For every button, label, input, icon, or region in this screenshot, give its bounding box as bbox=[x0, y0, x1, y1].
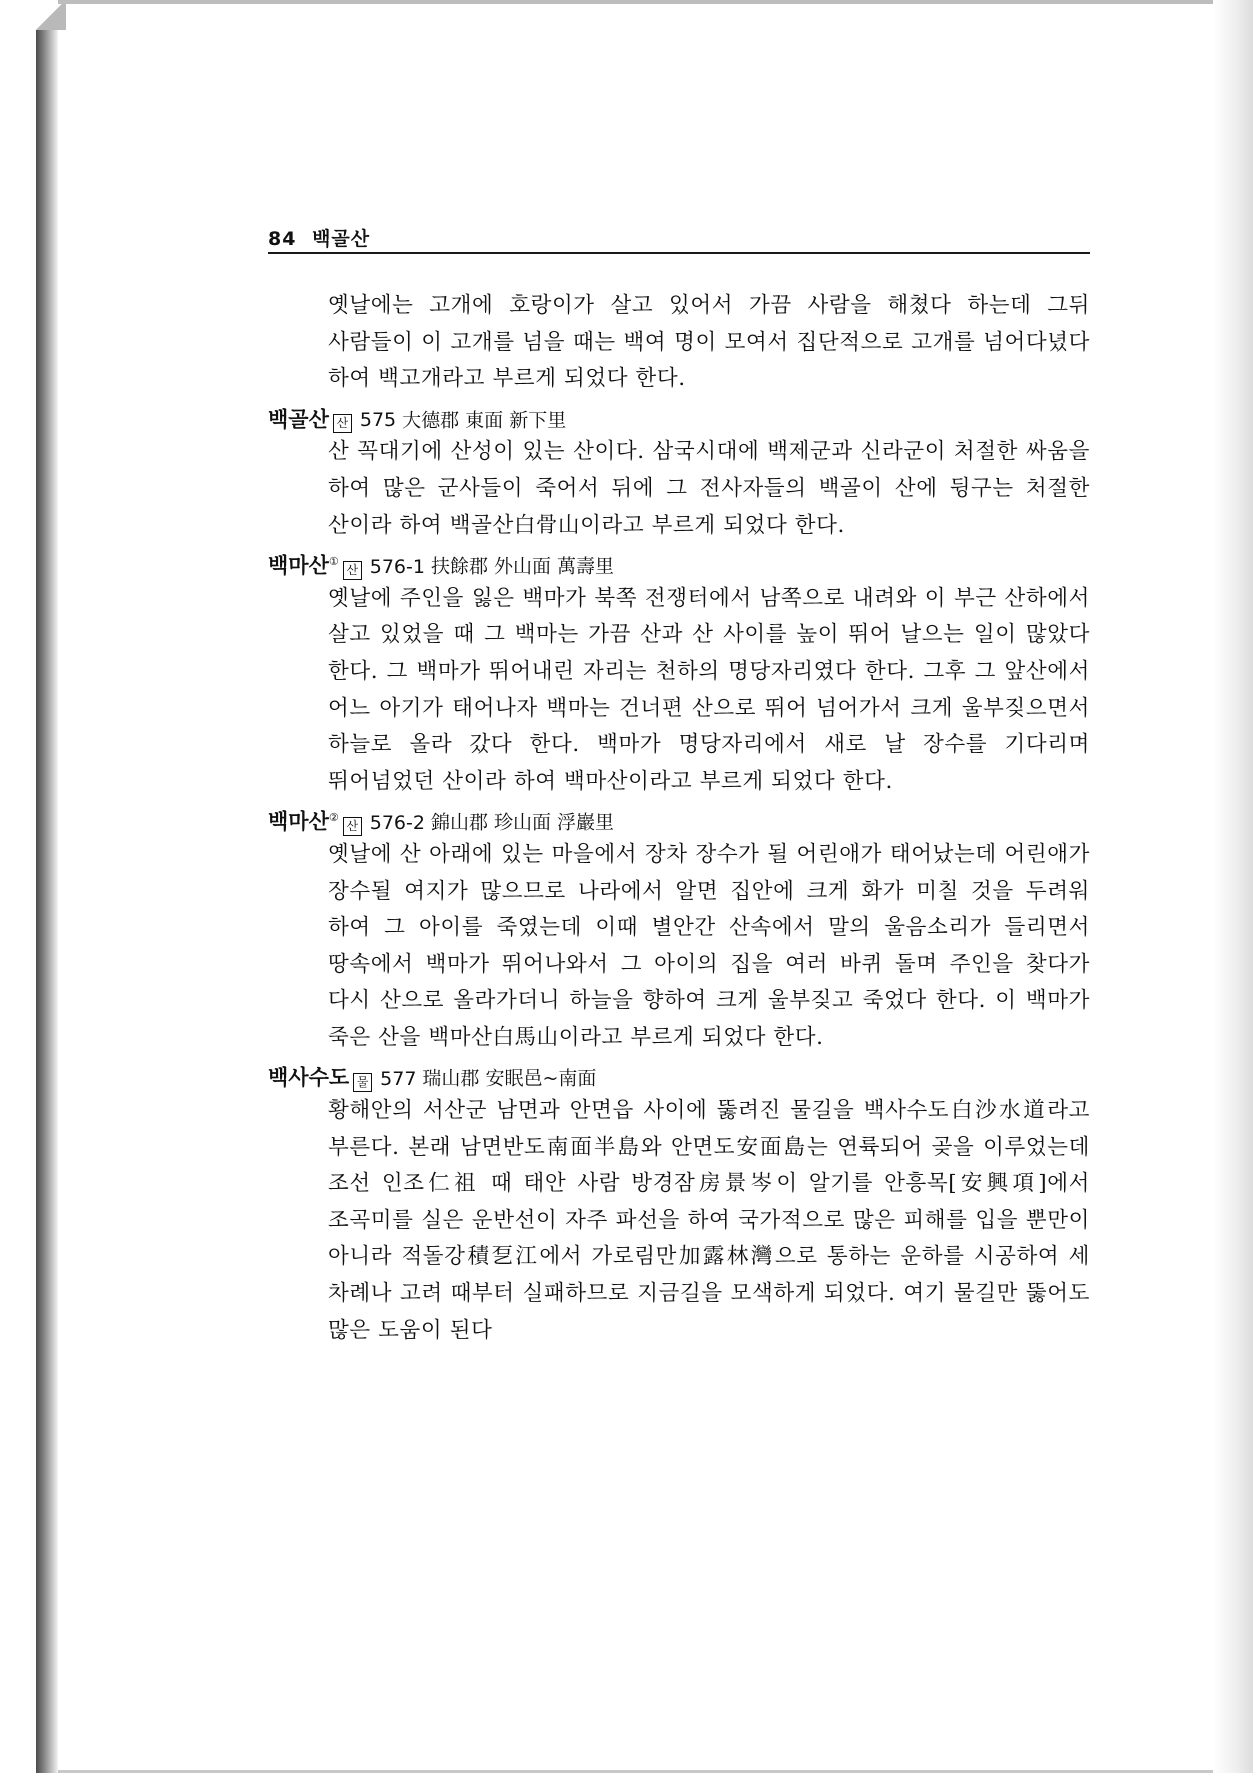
running-title: 백골산 bbox=[312, 228, 371, 250]
entry-number: 576-2 bbox=[369, 811, 425, 834]
entry-superscript: ① bbox=[328, 555, 339, 569]
book-spine bbox=[36, 0, 58, 1773]
entry-baekmasan-1 bbox=[268, 544, 1090, 800]
entry-location: 大德郡 東面 新下里 bbox=[402, 409, 567, 432]
entry-number: 577 bbox=[380, 1068, 417, 1091]
entry-paragraph: 산 꼭대기에 산성이 있는 산이다. 삼국시대에 백제군과 신라군이 처절한 싸움을 하여 많은 군사들이 죽어서 뒤에 그 전사자들의 백골이 산에 뒹구는 처절한 산이라 하여 백골산白骨山이라고 부르게 되었다 한다. bbox=[328, 439, 1090, 538]
category-box-icon: 물 bbox=[353, 1073, 372, 1092]
entry-term: 백마산 bbox=[268, 553, 329, 578]
entry-location: 瑞山郡 安眠邑~南面 bbox=[422, 1068, 597, 1091]
running-head bbox=[268, 224, 370, 251]
entry-heading bbox=[268, 1056, 1090, 1093]
entry-number: 575 bbox=[359, 409, 397, 432]
entry-baekmasan-2 bbox=[268, 800, 1090, 1056]
entry-term: 백골산 bbox=[268, 407, 329, 432]
entry-term: 백사수도 bbox=[268, 1066, 350, 1091]
page-edge-top bbox=[58, 0, 1218, 4]
entry-location: 錦山郡 珍山面 浮巖里 bbox=[430, 811, 615, 834]
entry-term: 백마산 bbox=[268, 809, 329, 834]
entry-heading bbox=[268, 398, 1090, 435]
header-rule bbox=[268, 252, 1090, 254]
page-number: 84 bbox=[268, 228, 297, 250]
entry-superscript: ② bbox=[328, 811, 339, 825]
entry-heading bbox=[268, 544, 1090, 581]
category-box-icon: 산 bbox=[343, 561, 362, 580]
intro-paragraph: 옛날에는 고개에 호랑이가 살고 있어서 가끔 사람을 해쳤다 하는데 그뒤 사람들이 이 고개를 넘을 때는 백여 명이 모여서 집단적으로 고개를 넘어다녔다 하여 백고개라고 부르게 되었다 한다. bbox=[328, 293, 1090, 392]
entry-location: 扶餘郡 外山面 萬壽里 bbox=[430, 555, 615, 578]
entry-baekgolsan bbox=[268, 398, 1090, 544]
entry-paragraph: 옛날에 주인을 잃은 백마가 북쪽 전쟁터에서 남쪽으로 내려와 이 부근 산하에서 살고 있었을 때 그 백마는 가끔 산과 산 사이를 높이 뛰어 날으는 일이 많았다 한다. 그 백마가 뛰어내린 자리는 천하의 명당자리였다 한다. 그후 그 앞산에서 어느 아기가 태어나자 백마는 건너편 산으로 뛰어 넘어가서 크게 울부짖으면서 하늘로 올라 갔다 한다. 백마가 명당자리에서 새로 날 장수를 기다리며 뛰어넘었던 산이라 하여 백마산이라고 부르게 되었다 한다. bbox=[328, 585, 1090, 794]
entry-heading bbox=[268, 800, 1090, 837]
entry-paragraph: 옛날에 산 아래에 있는 마을에서 장차 장수가 될 어린애가 태어났는데 어린애가 장수될 여지가 많으므로 나라에서 알면 집안에 크게 화가 미칠 것을 두려워 하여 그 아이를 죽였는데 이때 별안간 산속에서 말의 울음소리가 들리면서 땅속에서 백마가 뛰어나와서 그 아이의 집을 여러 바퀴 돌며 주인을 찾다가 다시 산으로 올라가더니 하늘을 향하여 크게 울부짖고 죽었다 한다. 이 백마가 죽은 산을 백마산白馬山이라고 부르게 되었다 한다. bbox=[328, 841, 1090, 1050]
page-edge-right bbox=[1213, 0, 1253, 1773]
category-box-icon: 산 bbox=[343, 817, 362, 836]
entry-number: 576-1 bbox=[369, 555, 425, 578]
entry-paragraph: 황해안의 서산군 남면과 안면읍 사이에 뚫려진 물길을 백사수도白沙水道라고 부른다. 본래 남면반도南面半島와 안면도安面島는 연륙되어 곶을 이루었는데 조선 인조仁祖 때 태안 사람 방경잠房景岑이 알기를 안흥목[安興項]에서 조곡미를 실은 운반선이 자주 파선을 하여 국가적으로 많은 피해를 입을 뿐만이 아니라 적돌강積乭江에서 가로림만加露林灣으로 통하는 운하를 시공하여 세 차례나 고려 때부터 실패하므로 지금길을 모색하게 되었다. 여기 물길만 뚫어도 많은 도움이 된다 bbox=[328, 1098, 1090, 1343]
entry-baeksasudo bbox=[268, 1056, 1090, 1349]
category-box-icon: 산 bbox=[333, 414, 352, 433]
page-corner-fold bbox=[36, 0, 66, 30]
body-text bbox=[268, 288, 1090, 1349]
